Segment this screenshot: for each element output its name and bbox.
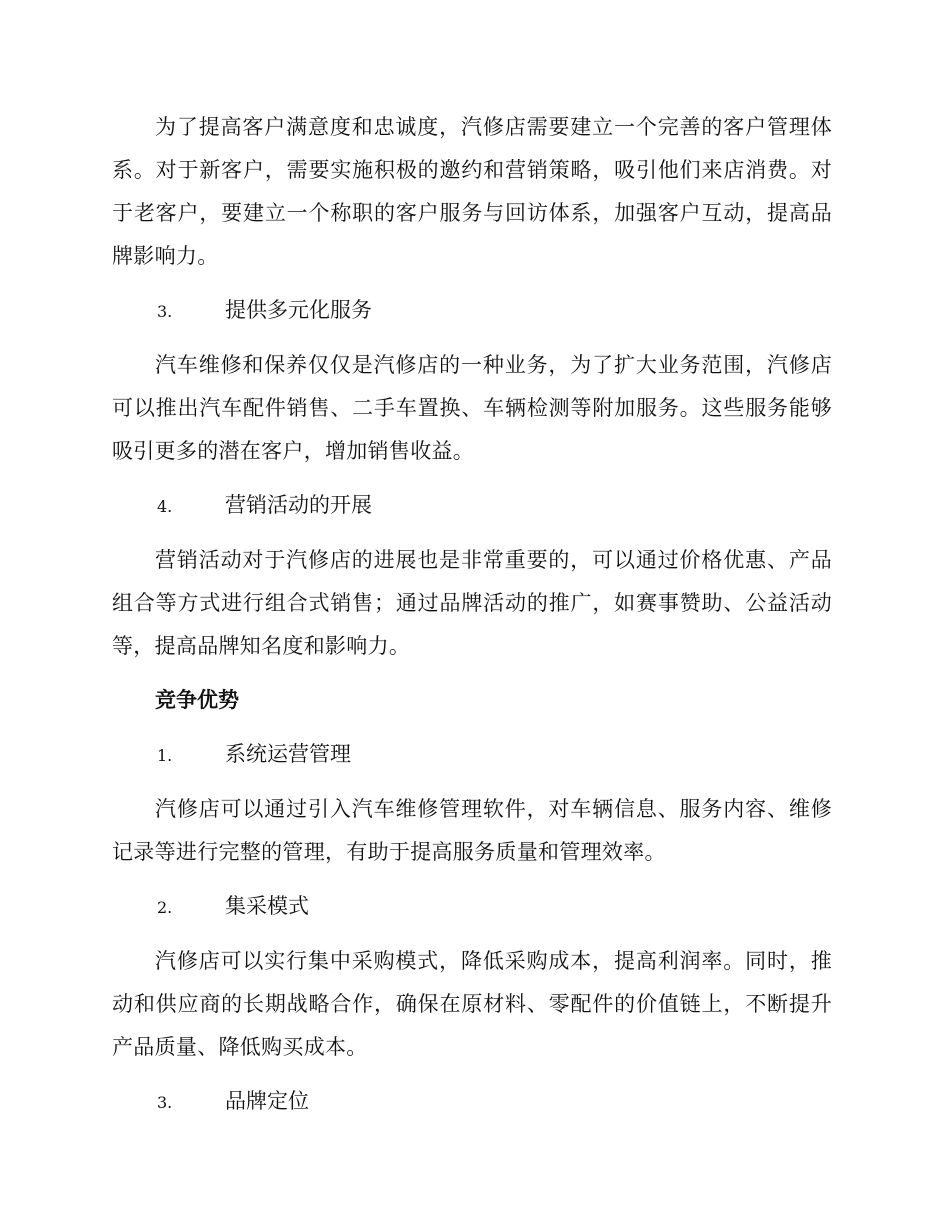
list-item-label: 集采模式 xyxy=(225,894,309,918)
list-item-label: 提供多元化服务 xyxy=(225,298,372,322)
list-item-number: 3. xyxy=(157,1093,173,1112)
paragraph-customer-management: 为了提高客户满意度和忠诚度，汽修店需要建立一个完善的客户管理体系。对于新客户，需要实施积极的邀约和营销策略，吸引他们来店消费。对于老客户，要建立一个称职的客户服务与回访体系，加强客户互动，提高品牌影响力。 xyxy=(112,115,832,268)
document-body xyxy=(112,106,832,1124)
list-item-centralized-procurement xyxy=(112,885,832,929)
list-item-diversified-services xyxy=(112,289,832,333)
list-item-label: 营销活动的开展 xyxy=(225,493,372,517)
list-item-label: 品牌定位 xyxy=(225,1089,309,1113)
list-item-number: 4. xyxy=(157,497,173,516)
list-item-brand-positioning xyxy=(112,1080,832,1124)
list-item-number: 1. xyxy=(157,746,173,765)
list-item-label: 系统运营管理 xyxy=(225,742,351,766)
paragraph-system-operation: 汽修店可以通过引入汽车维修管理软件，对车辆信息、服务内容、维修记录等进行完整的管理，有助于提高服务质量和管理效率。 xyxy=(112,797,832,864)
paragraph-marketing-activities: 营销活动对于汽修店的进展也是非常重要的，可以通过价格优惠、产品组合等方式进行组合式销售；通过品牌活动的推广，如赛事赞助、公益活动等，提高品牌知名度和影响力。 xyxy=(112,548,832,658)
list-item-number: 3. xyxy=(157,302,173,321)
list-item-number: 2. xyxy=(157,898,173,917)
section-heading-competitive-advantage: 竞争优势 xyxy=(155,688,239,712)
paragraph-diversified-services: 汽车维修和保养仅仅是汽修店的一种业务，为了扩大业务范围，汽修店可以推出汽车配件销售、二手车置换、车辆检测等附加服务。这些服务能够吸引更多的潜在客户，增加销售收益。 xyxy=(112,353,832,463)
list-item-system-operation xyxy=(112,733,832,777)
list-item-marketing-activities xyxy=(112,484,832,528)
paragraph-centralized-procurement: 汽修店可以实行集中采购模式，降低采购成本，提高利润率。同时，推动和供应商的长期战略合作，确保在原材料、零配件的价值链上，不断提升产品质量、降低购买成本。 xyxy=(112,949,832,1059)
